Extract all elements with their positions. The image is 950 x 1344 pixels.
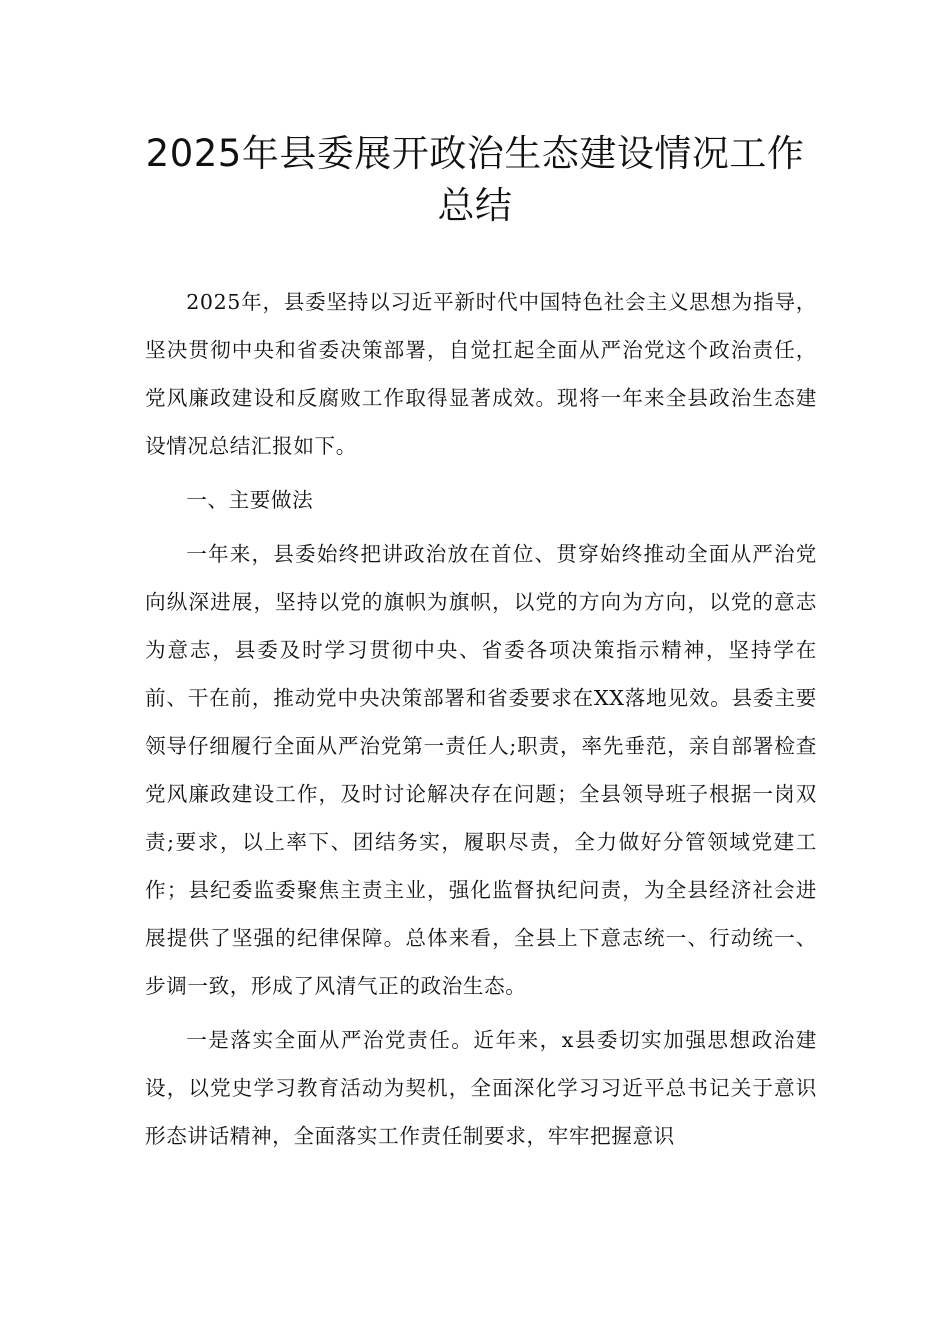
body-paragraph-first-point: 一是落实全面从严治党责任。近年来，x县委切实加强思想政治建设，以党史学习教育活动为契机，全面深化学习习近平总书记关于意识形态讲话精神，全面落实工作责任制要求，牢牢把握意识 <box>145 1028 817 1148</box>
section-heading-main-practices: 一、主要做法 <box>186 488 314 512</box>
intro-paragraph: 2025年，县委坚持以习近平新时代中国特色社会主义思想为指导，坚决贯彻中央和省委决策部署，自觉扛起全面从严治党这个政治责任，党风廉政建设和反腐败工作取得显著成效。现将一年来全县政治生态建设情况总结汇报如下。 <box>145 290 817 458</box>
document-title-line-1: 2025年县委展开政治生态建设情况工作 <box>145 132 805 175</box>
document-body <box>145 278 817 1166</box>
document-title-line-2: 总结 <box>437 184 513 227</box>
body-paragraph-overview: 一年来，县委始终把讲政治放在首位、贯穿始终推动全面从严治党向纵深进展，坚持以党的旗帜为旗帜，以党的方向为方向，以党的意志为意志，县委及时学习贯彻中央、省委各项决策指示精神，坚持学在前、干在前，推动党中央决策部署和省委要求在XX落地见效。县委主要领导仔细履行全面从严治党第一责任人;职责，率先垂范，亲自部署检查党风廉政建设工作，及时讨论解决存在问题；全县领导班子根据一岗双责;要求，以上率下、团结务实，履职尽责，全力做好分管领域党建工作；县纪委监委聚焦主责主业，强化监督执纪问责，为全县经济社会进展提供了坚强的纪律保障。总体来看，全县上下意志统一、行动统一、步调一致，形成了风清气正的政治生态。 <box>145 542 817 998</box>
document-title <box>0 128 950 232</box>
